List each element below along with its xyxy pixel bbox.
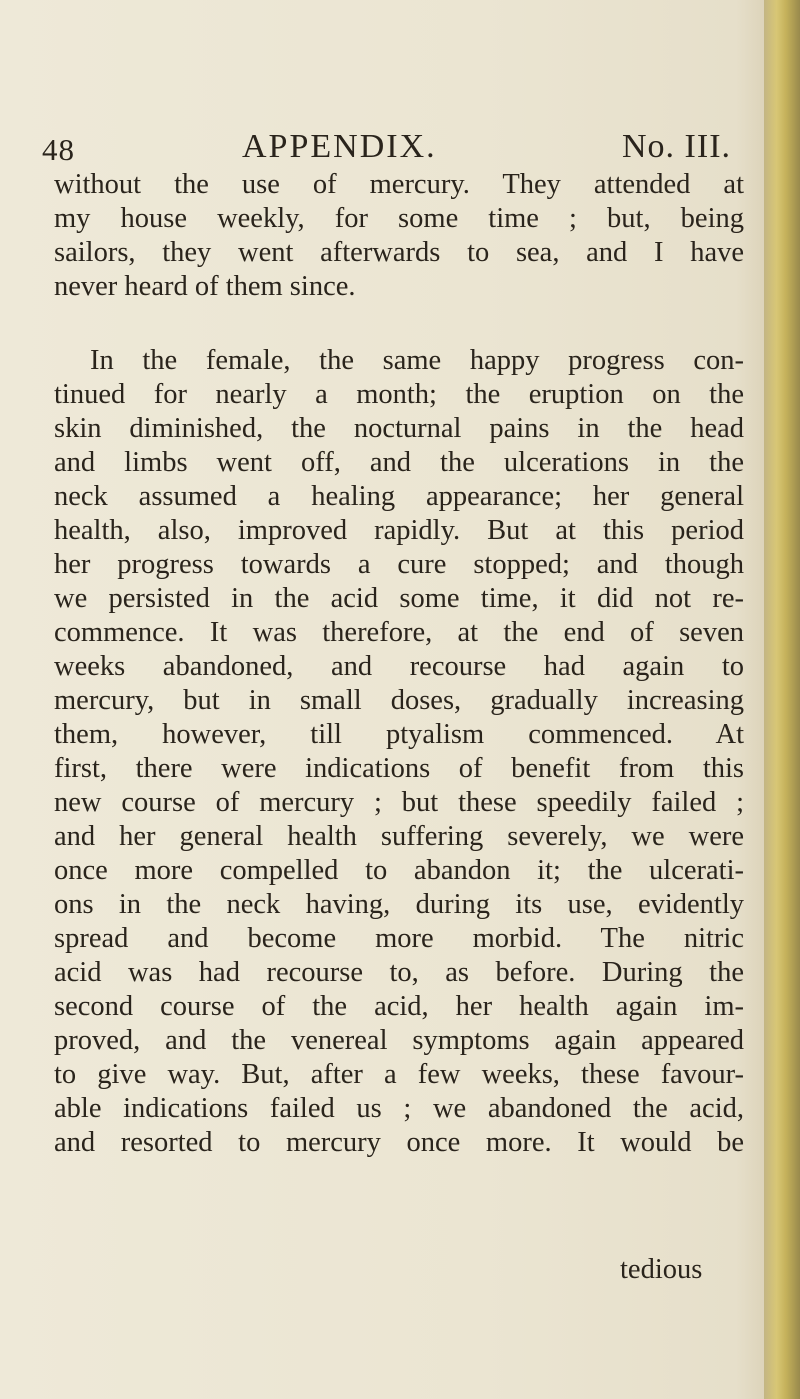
text-line: new course of mercury ; but these speedily failed ; [54, 787, 744, 818]
page-number: 48 [42, 132, 75, 167]
paragraph-2 [54, 344, 744, 1160]
text-line: to give way. But, after a few weeks, these favour- [54, 1059, 744, 1090]
paragraph-gap [54, 304, 744, 344]
text-line: sailors, they went afterwards to sea, and I have [54, 237, 744, 268]
text-line: we persisted in the acid some time, it did not re- [54, 583, 744, 614]
body-text [54, 168, 744, 1160]
running-header [42, 128, 742, 168]
text-line: ons in the neck having, during its use, evidently [54, 889, 744, 920]
text-line: and resorted to mercury once more. It would be [54, 1127, 744, 1158]
catchword: tedious [620, 1254, 703, 1285]
text-line: never heard of them since. [54, 271, 356, 302]
text-line: and her general health suffering severely, we were [54, 821, 744, 852]
text-line: skin diminished, the nocturnal pains in the head [54, 413, 744, 444]
text-line: spread and become more morbid. The nitric [54, 923, 744, 954]
text-line: first, there were indications of benefit from this [54, 753, 744, 784]
page-edge [764, 0, 800, 1399]
text-line: proved, and the venereal symptoms again appeared [54, 1025, 744, 1056]
text-line: once more compelled to abandon it; the ulcerati- [54, 855, 744, 886]
text-line: them, however, till ptyalism commenced. At [54, 719, 744, 750]
text-line: and limbs went off, and the ulcerations in the [54, 447, 744, 478]
text-line: In the female, the same happy progress con- [90, 345, 744, 376]
text-line: commence. It was therefore, at the end of seven [54, 617, 744, 648]
appendix-number: No. III. [622, 128, 732, 165]
text-line: able indications failed us ; we abandoned the acid, [54, 1093, 744, 1124]
text-line: my house weekly, for some time ; but, being [54, 203, 744, 234]
text-line: second course of the acid, her health again im- [54, 991, 744, 1022]
text-line: mercury, but in small doses, gradually increasing [54, 685, 744, 716]
running-title: APPENDIX. [242, 128, 437, 165]
text-line: without the use of mercury. They attended at [54, 169, 744, 200]
text-line: acid was had recourse to, as before. During the [54, 957, 744, 988]
text-line: tinued for nearly a month; the eruption on the [54, 379, 744, 410]
text-line: her progress towards a cure stopped; and though [54, 549, 744, 580]
text-line: health, also, improved rapidly. But at this period [54, 515, 744, 546]
text-line: weeks abandoned, and recourse had again to [54, 651, 744, 682]
paragraph-1 [54, 168, 744, 304]
text-line: neck assumed a healing appearance; her general [54, 481, 744, 512]
